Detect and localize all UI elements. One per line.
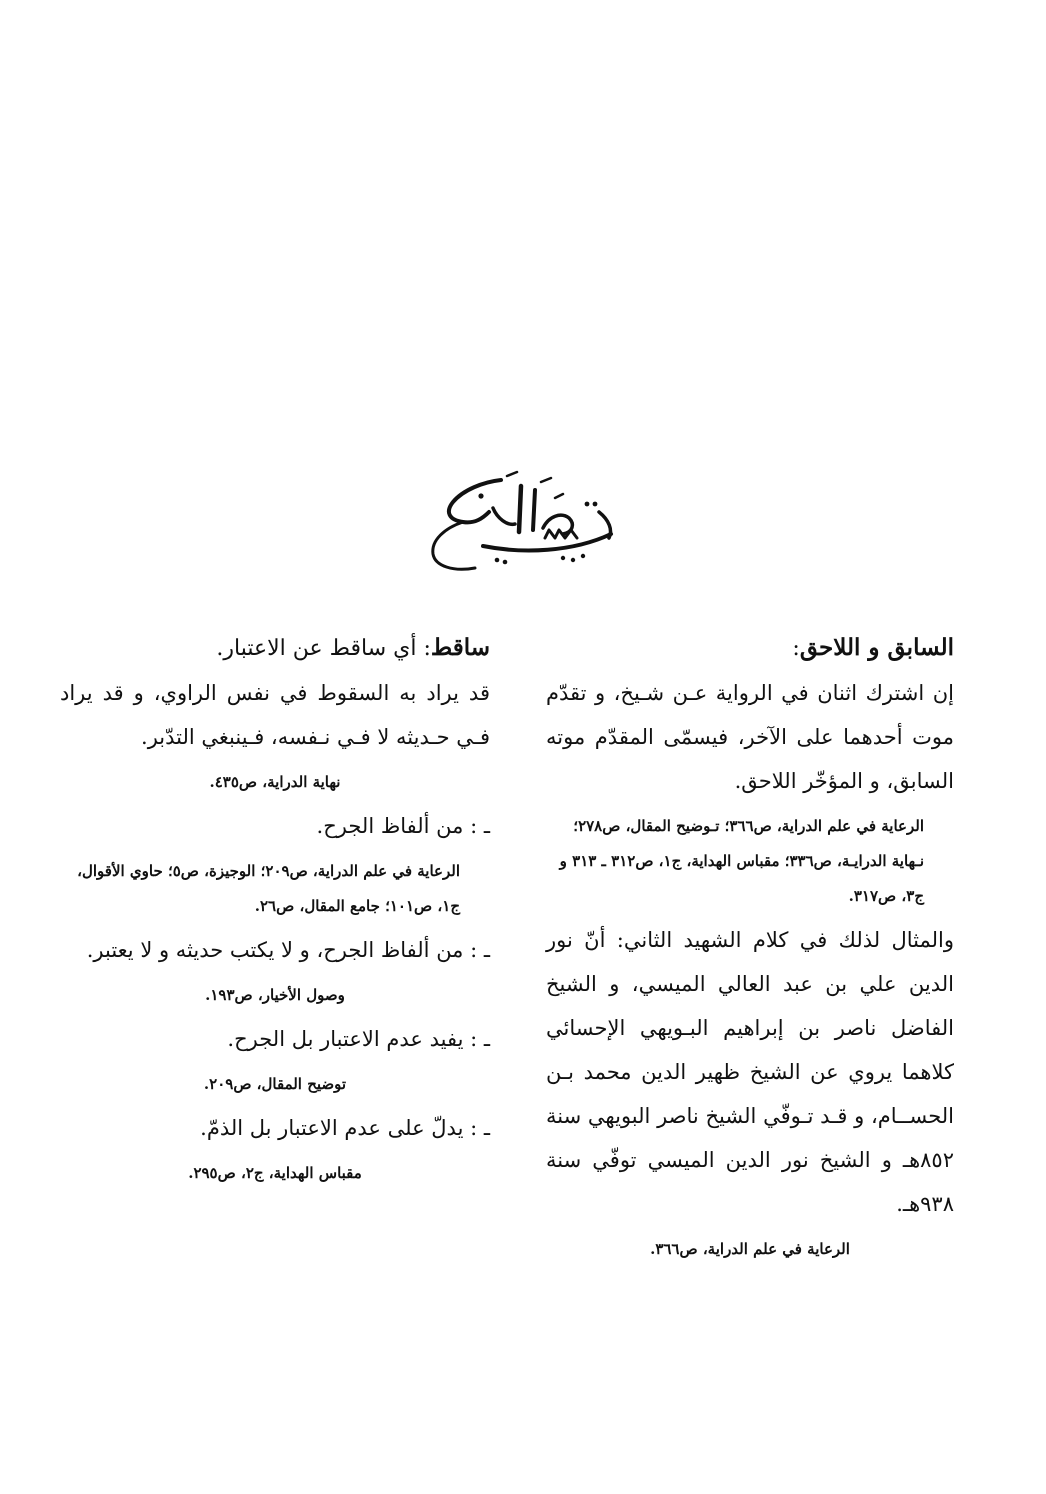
entry-head-definition: : أي ساقط عن الاعتبار. [216, 636, 431, 661]
entry-definition: ـ : يفيد عدم الاعتبار بل الجرح. [227, 1027, 490, 1051]
reference-text: الرعاية في علم الدراية، ص٢٠٩؛ الوجيزة، ص٥؛ حاوي الأقوال، ج١، ص١٠١؛ جامع المقال، ص٢٦. [77, 862, 460, 915]
right-column [546, 628, 954, 1271]
entry-definition: ـ : من ألفاظ الجرح. [316, 814, 490, 838]
left-column [60, 628, 490, 1195]
entry-reference [60, 765, 490, 800]
chapter-title-calligraphy [423, 468, 623, 578]
entry-definition: ـ : من ألفاظ الجرح، و لا يكتب حديثه و لا يعتبر. [86, 938, 490, 962]
entry-reference [60, 978, 490, 1013]
reference-text: نهاية الدراية، ص٤٣٥. [209, 773, 341, 791]
reference-text: توضيح المقال، ص٢٠٩. [203, 1075, 347, 1093]
reference-text: وصول الأخيار، ص١٩٣. [205, 986, 345, 1004]
entry-heading-saqit [60, 628, 490, 669]
entry-definition: إن اشترك اثنان في الرواية عـن شـيخ، و تقدّم موت أحدهما على الآخر، فيسمّى المقدّم موته السابق، و المؤخّر اللاحق. [546, 681, 954, 793]
entry-reference [546, 1232, 954, 1267]
entry-references [60, 854, 490, 924]
reference-text: الرعاية في علم الدراية، ص٣٦٦. [650, 1240, 850, 1258]
entry-headword: السابق و اللاحق [799, 634, 954, 661]
calligraphy-title-image [423, 468, 623, 578]
entry-reference [60, 1067, 490, 1102]
entry-headword: ساقط [430, 634, 490, 661]
entry-definition: قد يراد به السقوط في نفس الراوي، و قد يراد فـي حـديثه لا فـي نـفسه، فـينبغي التدّبر. [60, 681, 490, 749]
entry-colon: : [792, 636, 800, 661]
reference-text: مقباس الهداية، ج٢، ص٢٩٥. [188, 1164, 362, 1182]
entry-heading-sabiq-lahiq [546, 628, 954, 669]
entry-definition: ـ : يدلّ على عدم الاعتبار بل الذمّ. [200, 1116, 490, 1140]
entry-references [546, 809, 954, 914]
reference-text: الرعاية في علم الدراية، ص٣٦٦؛ تـوضيح المقال، ص٢٧٨؛ نـهاية الدرايـة، ص٣٣٦؛ مقباس الهداية، ج١، ص٣١٢ ـ ٣١٣ و ج٣، ص٣١٧. [559, 817, 924, 905]
svg-text:حرف السين: حرف السين [523, 576, 529, 577]
entry-reference [60, 1156, 490, 1191]
entry-example: والمثال لذلك في كلام الشهيد الثاني: أنّ نور الدين علي بن عبد العالي الميسي، و الشيخ الفاضل ناصر بن إبراهيم البـويهي الإحسائي كلاهما يروي عن الشيخ ظهير الدين محمد بـن الحســام، و قـد تـوفّي الشيخ ناصر البويهي سنة ٨٥٢هـ و الشيخ نور الدين الميسي توفّي سنة ٩٣٨هـ. [546, 928, 954, 1216]
